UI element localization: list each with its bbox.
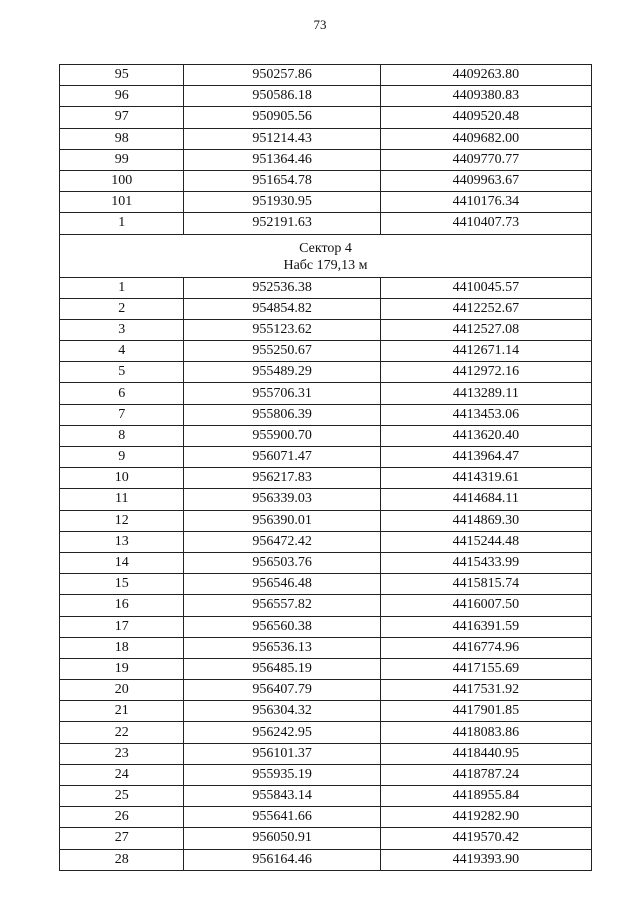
table-row (60, 574, 592, 595)
point-number-cell: 95 (60, 65, 184, 86)
x-coordinate-cell: 954854.82 (184, 298, 380, 319)
section-title: Сектор 4 (299, 240, 352, 256)
y-coordinate-cell: 4419282.90 (380, 807, 591, 828)
y-coordinate-cell: 4413289.11 (380, 383, 591, 404)
y-coordinate-cell: 4419393.90 (380, 849, 591, 870)
y-coordinate-cell: 4412527.08 (380, 319, 591, 340)
y-coordinate-cell: 4416391.59 (380, 616, 591, 637)
y-coordinate-cell: 4417901.85 (380, 701, 591, 722)
x-coordinate-cell: 950586.18 (184, 86, 380, 107)
table-row (60, 828, 592, 849)
x-coordinate-cell: 956536.13 (184, 637, 380, 658)
x-coordinate-cell: 951930.95 (184, 192, 380, 213)
table-row (60, 637, 592, 658)
y-coordinate-cell: 4409263.80 (380, 65, 591, 86)
x-coordinate-cell: 955935.19 (184, 764, 380, 785)
table-row (60, 404, 592, 425)
point-number-cell: 11 (60, 489, 184, 510)
table-body-after (60, 277, 592, 870)
x-coordinate-cell: 955123.62 (184, 319, 380, 340)
point-number-cell: 28 (60, 849, 184, 870)
x-coordinate-cell: 956546.48 (184, 574, 380, 595)
table-row (60, 425, 592, 446)
y-coordinate-cell: 4410407.73 (380, 213, 591, 234)
y-coordinate-cell: 4418083.86 (380, 722, 591, 743)
point-number-cell: 18 (60, 637, 184, 658)
y-coordinate-cell: 4417155.69 (380, 658, 591, 679)
y-coordinate-cell: 4409963.67 (380, 170, 591, 191)
table-row (60, 192, 592, 213)
y-coordinate-cell: 4412972.16 (380, 362, 591, 383)
x-coordinate-cell: 955900.70 (184, 425, 380, 446)
x-coordinate-cell: 955641.66 (184, 807, 380, 828)
point-number-cell: 5 (60, 362, 184, 383)
table-row (60, 807, 592, 828)
x-coordinate-cell: 950257.86 (184, 65, 380, 86)
point-number-cell: 27 (60, 828, 184, 849)
page-number: 73 (313, 17, 327, 32)
x-coordinate-cell: 951654.78 (184, 170, 380, 191)
table-row (60, 341, 592, 362)
table-row (60, 128, 592, 149)
table-row (60, 319, 592, 340)
point-number-cell: 3 (60, 319, 184, 340)
y-coordinate-cell: 4409682.00 (380, 128, 591, 149)
x-coordinate-cell: 950905.56 (184, 107, 380, 128)
x-coordinate-cell: 956557.82 (184, 595, 380, 616)
x-coordinate-cell: 951214.43 (184, 128, 380, 149)
coordinates-table (59, 64, 592, 871)
point-number-cell: 7 (60, 404, 184, 425)
table-row (60, 764, 592, 785)
x-coordinate-cell: 951364.46 (184, 149, 380, 170)
table-row (60, 447, 592, 468)
section-altitude: Набс 179,13 м (283, 257, 368, 273)
y-coordinate-cell: 4409770.77 (380, 149, 591, 170)
table-row (60, 383, 592, 404)
y-coordinate-cell: 4410045.57 (380, 277, 591, 298)
y-coordinate-cell: 4412252.67 (380, 298, 591, 319)
table-row (60, 658, 592, 679)
point-number-cell: 10 (60, 468, 184, 489)
x-coordinate-cell: 956503.76 (184, 552, 380, 573)
point-number-cell: 25 (60, 786, 184, 807)
table-row (60, 149, 592, 170)
y-coordinate-cell: 4417531.92 (380, 680, 591, 701)
point-number-cell: 96 (60, 86, 184, 107)
table-row (60, 510, 592, 531)
y-coordinate-cell: 4414319.61 (380, 468, 591, 489)
table-body-before (60, 65, 592, 235)
x-coordinate-cell: 956071.47 (184, 447, 380, 468)
y-coordinate-cell: 4409520.48 (380, 107, 591, 128)
table-row (60, 213, 592, 234)
table-row (60, 616, 592, 637)
point-number-cell: 14 (60, 552, 184, 573)
x-coordinate-cell: 956390.01 (184, 510, 380, 531)
table-row (60, 722, 592, 743)
y-coordinate-cell: 4413453.06 (380, 404, 591, 425)
y-coordinate-cell: 4415433.99 (380, 552, 591, 573)
y-coordinate-cell: 4413964.47 (380, 447, 591, 468)
point-number-cell: 15 (60, 574, 184, 595)
x-coordinate-cell: 955489.29 (184, 362, 380, 383)
table-row (60, 277, 592, 298)
y-coordinate-cell: 4412671.14 (380, 341, 591, 362)
x-coordinate-cell: 956101.37 (184, 743, 380, 764)
y-coordinate-cell: 4409380.83 (380, 86, 591, 107)
point-number-cell: 6 (60, 383, 184, 404)
point-number-cell: 23 (60, 743, 184, 764)
x-coordinate-cell: 956217.83 (184, 468, 380, 489)
table-row (60, 531, 592, 552)
y-coordinate-cell: 4415244.48 (380, 531, 591, 552)
section-row (60, 234, 592, 277)
table-row (60, 362, 592, 383)
table-row (60, 701, 592, 722)
y-coordinate-cell: 4416774.96 (380, 637, 591, 658)
point-number-cell: 22 (60, 722, 184, 743)
x-coordinate-cell: 956164.46 (184, 849, 380, 870)
x-coordinate-cell: 956242.95 (184, 722, 380, 743)
point-number-cell: 1 (60, 277, 184, 298)
point-number-cell: 101 (60, 192, 184, 213)
x-coordinate-cell: 952536.38 (184, 277, 380, 298)
y-coordinate-cell: 4415815.74 (380, 574, 591, 595)
point-number-cell: 16 (60, 595, 184, 616)
table-row (60, 489, 592, 510)
point-number-cell: 24 (60, 764, 184, 785)
x-coordinate-cell: 956407.79 (184, 680, 380, 701)
y-coordinate-cell: 4418440.95 (380, 743, 591, 764)
point-number-cell: 20 (60, 680, 184, 701)
y-coordinate-cell: 4418955.84 (380, 786, 591, 807)
point-number-cell: 26 (60, 807, 184, 828)
table-row (60, 170, 592, 191)
y-coordinate-cell: 4419570.42 (380, 828, 591, 849)
point-number-cell: 9 (60, 447, 184, 468)
point-number-cell: 97 (60, 107, 184, 128)
point-number-cell: 12 (60, 510, 184, 531)
table-row (60, 680, 592, 701)
point-number-cell: 21 (60, 701, 184, 722)
y-coordinate-cell: 4413620.40 (380, 425, 591, 446)
y-coordinate-cell: 4410176.34 (380, 192, 591, 213)
table-row (60, 595, 592, 616)
x-coordinate-cell: 956050.91 (184, 828, 380, 849)
x-coordinate-cell: 956339.03 (184, 489, 380, 510)
x-coordinate-cell: 955806.39 (184, 404, 380, 425)
x-coordinate-cell: 955706.31 (184, 383, 380, 404)
point-number-cell: 2 (60, 298, 184, 319)
y-coordinate-cell: 4418787.24 (380, 764, 591, 785)
x-coordinate-cell: 955250.67 (184, 341, 380, 362)
point-number-cell: 4 (60, 341, 184, 362)
table-row (60, 786, 592, 807)
table-row (60, 65, 592, 86)
point-number-cell: 98 (60, 128, 184, 149)
table-row (60, 849, 592, 870)
y-coordinate-cell: 4416007.50 (380, 595, 591, 616)
table-row (60, 468, 592, 489)
table-row (60, 86, 592, 107)
x-coordinate-cell: 956472.42 (184, 531, 380, 552)
table-row (60, 552, 592, 573)
x-coordinate-cell: 956485.19 (184, 658, 380, 679)
point-number-cell: 8 (60, 425, 184, 446)
point-number-cell: 13 (60, 531, 184, 552)
point-number-cell: 19 (60, 658, 184, 679)
table-row (60, 298, 592, 319)
section-cell (60, 234, 592, 277)
x-coordinate-cell: 955843.14 (184, 786, 380, 807)
section-header (60, 234, 592, 277)
y-coordinate-cell: 4414869.30 (380, 510, 591, 531)
x-coordinate-cell: 952191.63 (184, 213, 380, 234)
table-row (60, 743, 592, 764)
point-number-cell: 99 (60, 149, 184, 170)
y-coordinate-cell: 4414684.11 (380, 489, 591, 510)
point-number-cell: 100 (60, 170, 184, 191)
x-coordinate-cell: 956560.38 (184, 616, 380, 637)
x-coordinate-cell: 956304.32 (184, 701, 380, 722)
point-number-cell: 1 (60, 213, 184, 234)
table-row (60, 107, 592, 128)
point-number-cell: 17 (60, 616, 184, 637)
